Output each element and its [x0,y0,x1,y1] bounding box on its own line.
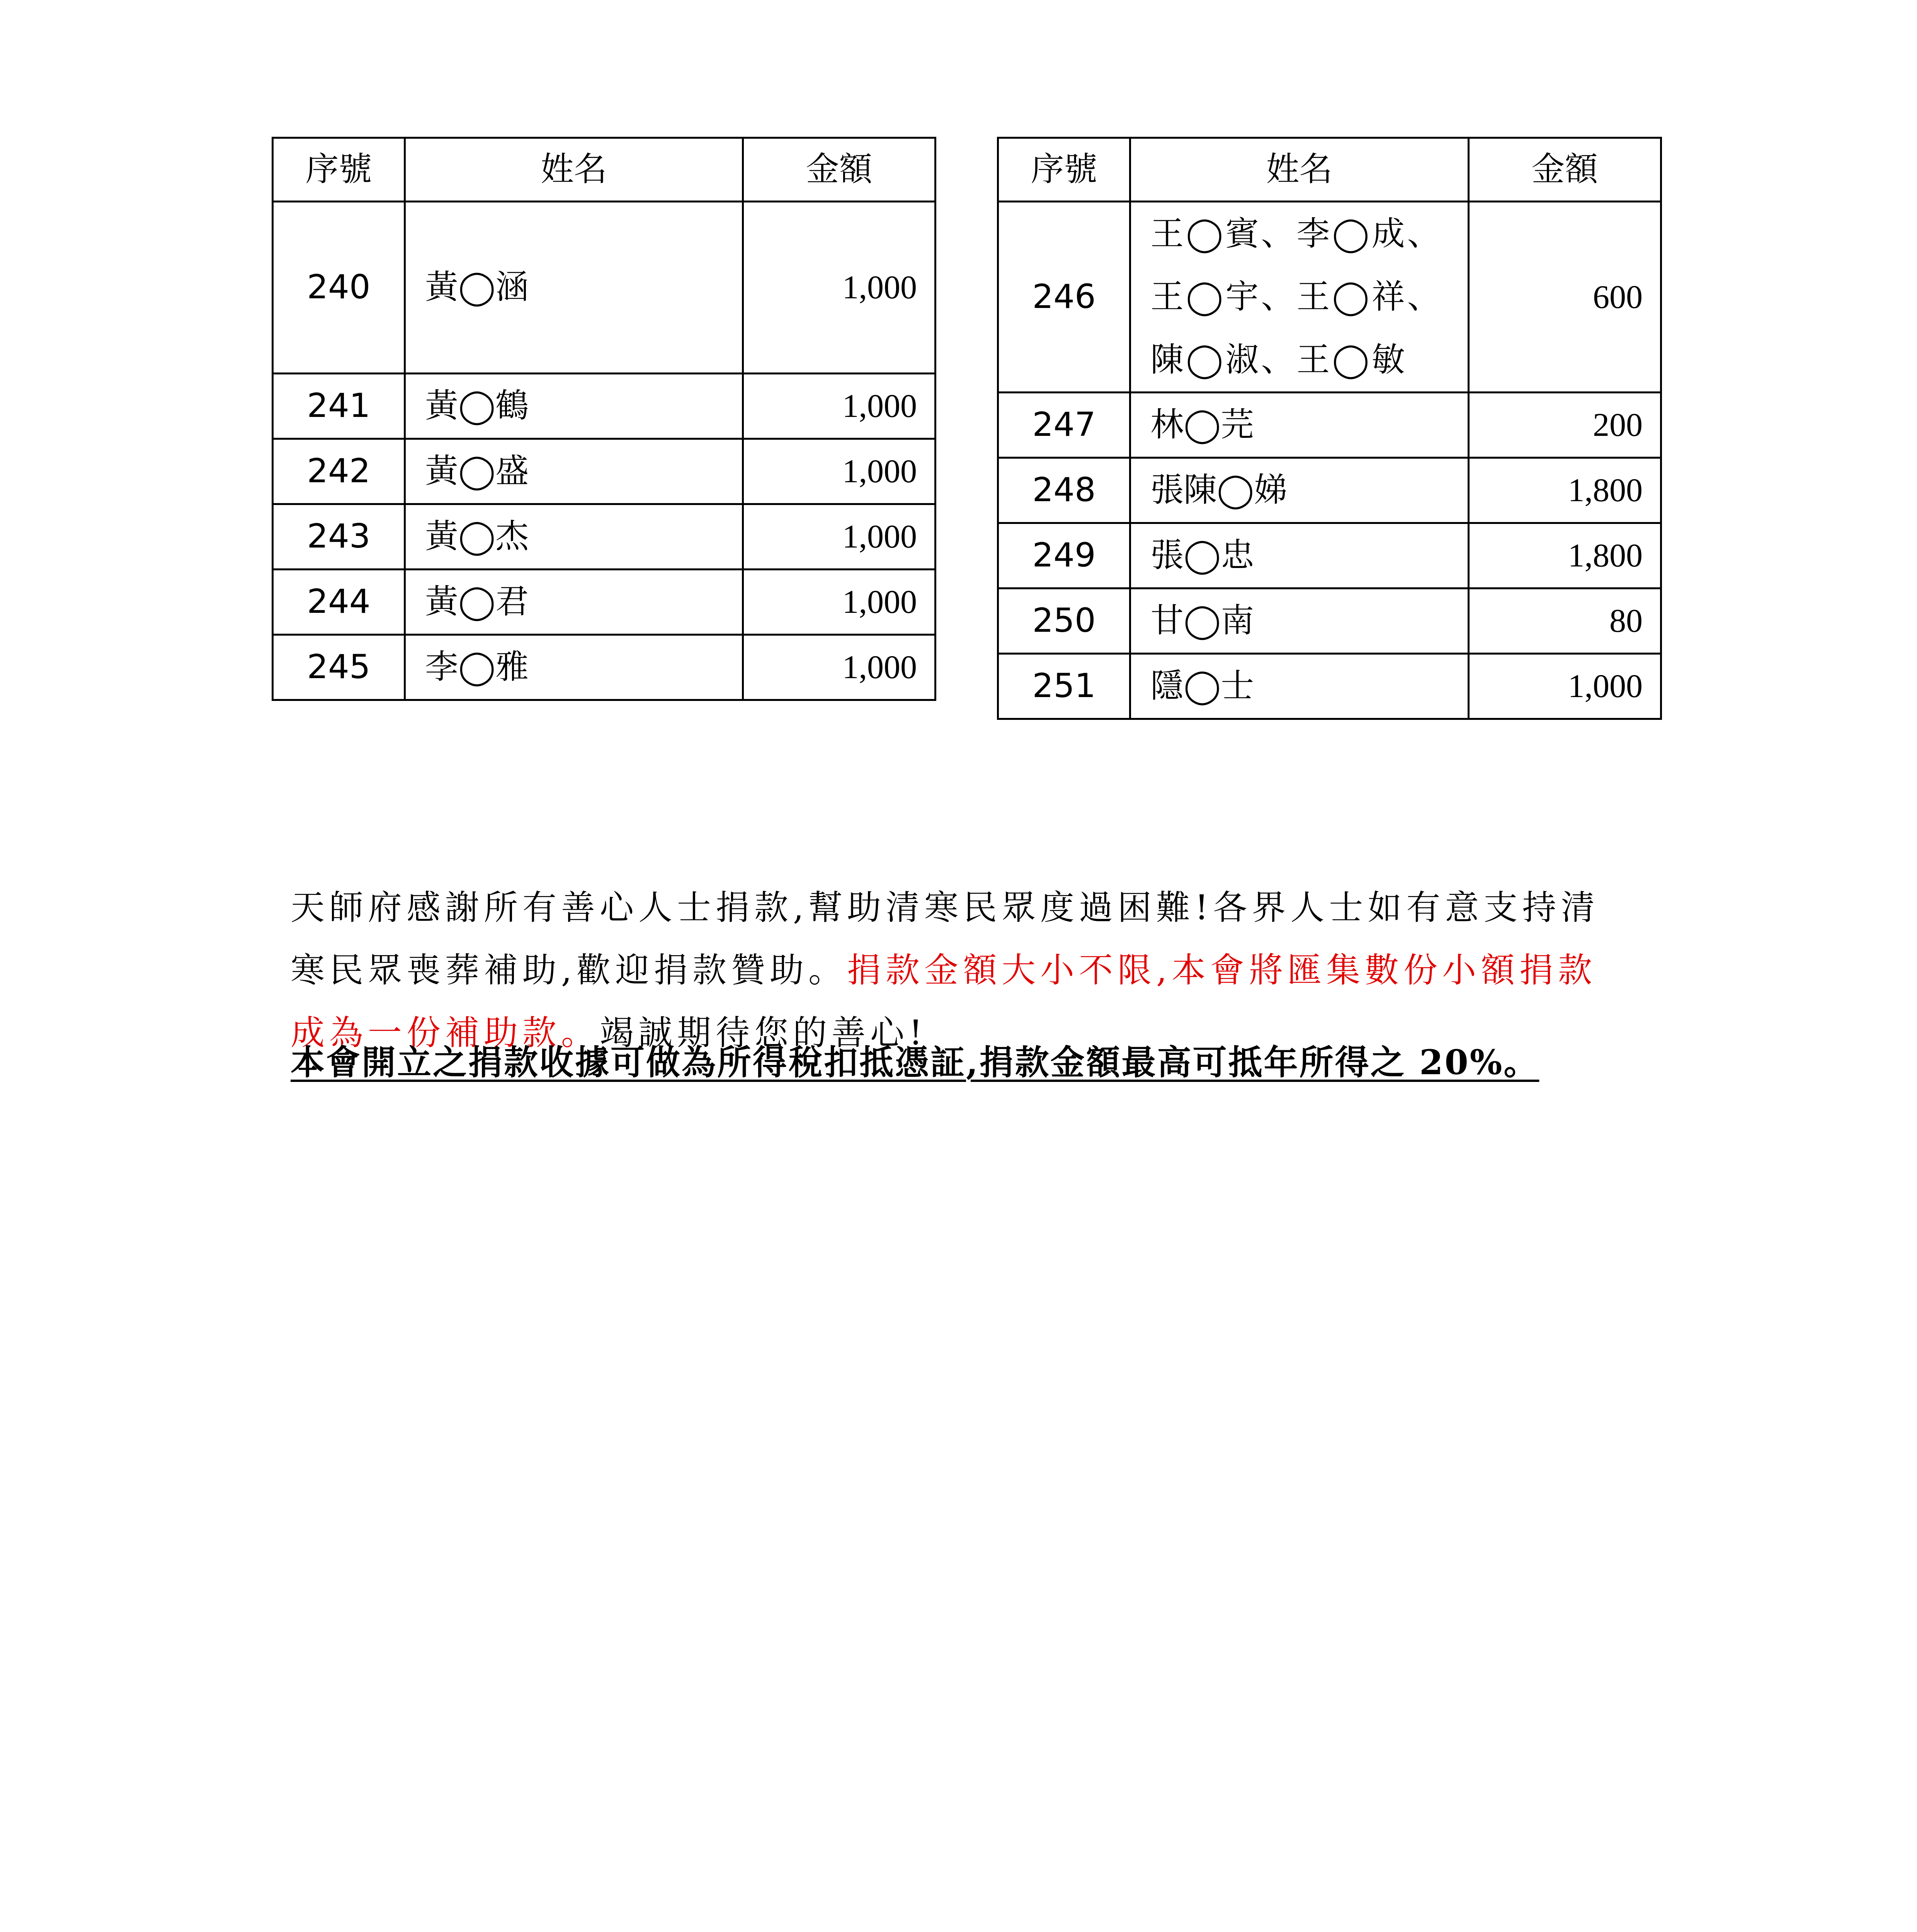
table-header-row [998,138,1661,202]
table-row [273,635,936,700]
cell-name: 黃◯盛 [405,439,743,504]
table-row [998,202,1661,393]
cell-name: 黃◯鶴 [405,374,743,439]
cell-amount: 1,800 [1468,458,1661,523]
cell-amount: 1,000 [1468,654,1661,719]
header-amount: 金額 [1468,138,1661,202]
cell-name-group [1130,202,1469,393]
notice-text: 天師府感謝所有善心人士捐款,幫助清寒民眾度過困難!各界人士如有意支持清寒民眾喪葬補助,歡迎捐款贊助。 [291,888,1600,990]
header-seq: 序號 [998,138,1130,202]
cell-amount: 80 [1468,588,1661,654]
cell-seq: 251 [998,654,1130,719]
table-header-row [273,138,936,202]
name-line: 陳◯淑、王◯敏 [1150,340,1407,379]
cell-amount: 1,800 [1468,523,1661,588]
name-line: 王◯宇、王◯祥、 [1150,277,1443,316]
cell-name: 李◯雅 [405,635,743,700]
cell-seq: 243 [273,504,405,570]
cell-amount: 1,000 [743,635,936,700]
cell-seq: 248 [998,458,1130,523]
table-row [273,202,936,374]
cell-amount: 600 [1468,202,1661,393]
cell-seq: 246 [998,202,1130,393]
cell-seq: 244 [273,570,405,635]
cell-name: 張◯忠 [1130,523,1469,588]
cell-seq: 247 [998,393,1130,458]
table-row [998,654,1661,719]
cell-amount: 1,000 [743,504,936,570]
cell-amount: 1,000 [743,439,936,504]
cell-seq: 241 [273,374,405,439]
cell-seq: 242 [273,439,405,504]
cell-amount: 1,000 [743,570,936,635]
table-row [273,439,936,504]
table-row [273,374,936,439]
cell-name: 林◯芫 [1130,393,1469,458]
header-seq: 序號 [273,138,405,202]
table-row [998,458,1661,523]
name-line: 王◯賓、李◯成、 [1150,214,1443,253]
cell-name: 甘◯南 [1130,588,1469,654]
table-row [273,504,936,570]
cell-name: 張陳◯娣 [1130,458,1469,523]
cell-name: 黃◯涵 [405,202,743,374]
notice-closing: 竭誠期待您的善心! [600,1013,927,1053]
header-name: 姓名 [1130,138,1469,202]
cell-seq: 245 [273,635,405,700]
cell-amount: 200 [1468,393,1661,458]
donation-table-left [272,137,936,701]
header-name: 姓名 [405,138,743,202]
table-row [273,570,936,635]
cell-name: 隱◯士 [1130,654,1469,719]
header-amount: 金額 [743,138,936,202]
cell-seq: 249 [998,523,1130,588]
cell-seq: 240 [273,202,405,374]
tax-deduction-note: 本會開立之捐款收據可做為所得稅扣抵憑証,捐款金額最高可抵年所得之 20%。 [291,1042,1539,1082]
table-row [998,523,1661,588]
cell-seq: 250 [998,588,1130,654]
cell-name: 黃◯杰 [405,504,743,570]
notice-highlight: 捐款金額大小不限,本會將匯集數份小額捐款成為一份補助款。 [291,950,1597,1053]
cell-name: 黃◯君 [405,570,743,635]
donation-table-right [997,137,1662,720]
cell-amount: 1,000 [743,202,936,374]
table-row [998,588,1661,654]
table-row [998,393,1661,458]
cell-amount: 1,000 [743,374,936,439]
